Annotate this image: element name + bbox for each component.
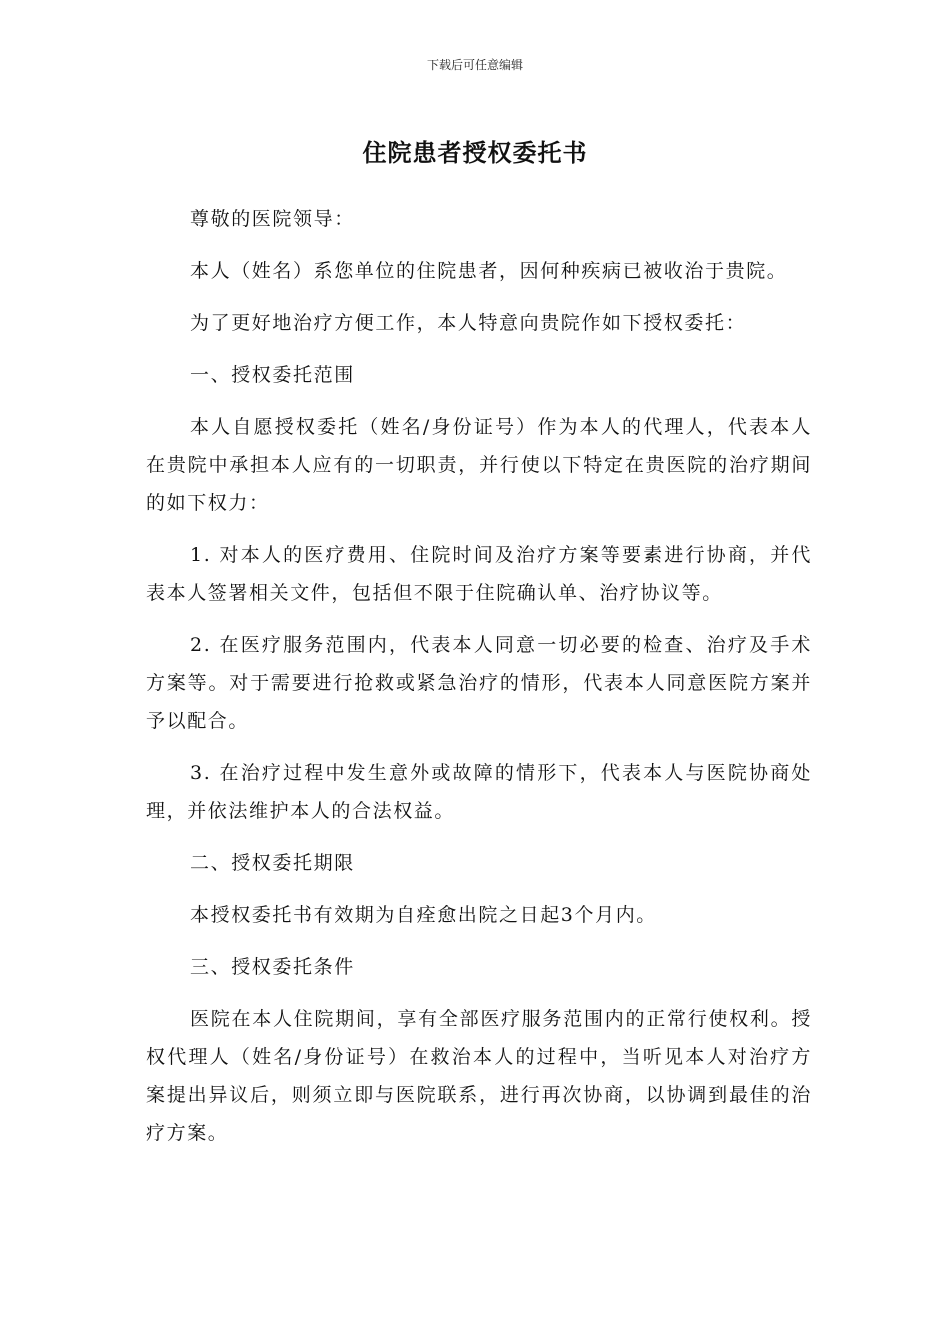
section-heading-conditions: 三、授权委托条件: [190, 956, 355, 978]
intro-paragraph: 本人（姓名）系您单位的住院患者，因何种疾病已被收治于贵院。: [190, 260, 788, 282]
document-title: 住院患者授权委托书: [362, 139, 588, 167]
section-heading-scope: 一、授权委托范围: [190, 364, 355, 386]
purpose-paragraph: 为了更好地治疗方便工作，本人特意向贵院作如下授权委托：: [190, 312, 747, 334]
salutation: 尊敬的医院领导：: [190, 208, 355, 230]
term-paragraph: 本授权委托书有效期为自痊愈出院之日起3个月内。: [190, 904, 657, 926]
scope-item-3: 3. 在治疗过程中发生意外或故障的情形下，代表本人与医院协商处理，并依法维护本人的合法权益。: [146, 762, 812, 822]
scope-item-2: 2. 在医疗服务范围内，代表本人同意一切必要的检查、治疗及手术方案等。对于需要进行抢救或紧急治疗的情形，代表本人同意医院方案并予以配合。: [146, 634, 812, 732]
document-body: [146, 200, 812, 1166]
scope-paragraph: 本人自愿授权委托（姓名/身份证号）作为本人的代理人，代表本人在贵院中承担本人应有的一切职责，并行使以下特定在贵医院的治疗期间的如下权力：: [146, 416, 812, 514]
section-heading-term: 二、授权委托期限: [190, 852, 355, 874]
scope-item-1: 1. 对本人的医疗费用、住院时间及治疗方案等要素进行协商，并代表本人签署相关文件，包括但不限于住院确认单、治疗协议等。: [146, 544, 812, 604]
header-note: 下载后可任意编辑: [426, 58, 523, 72]
conditions-paragraph: 医院在本人住院期间，享有全部医疗服务范围内的正常行使权利。授权代理人（姓名/身份证号）在救治本人的过程中，当听见本人对治疗方案提出异议后，则须立即与医院联系，进行再次协商，以协调到最佳的治疗方案。: [146, 1008, 812, 1144]
